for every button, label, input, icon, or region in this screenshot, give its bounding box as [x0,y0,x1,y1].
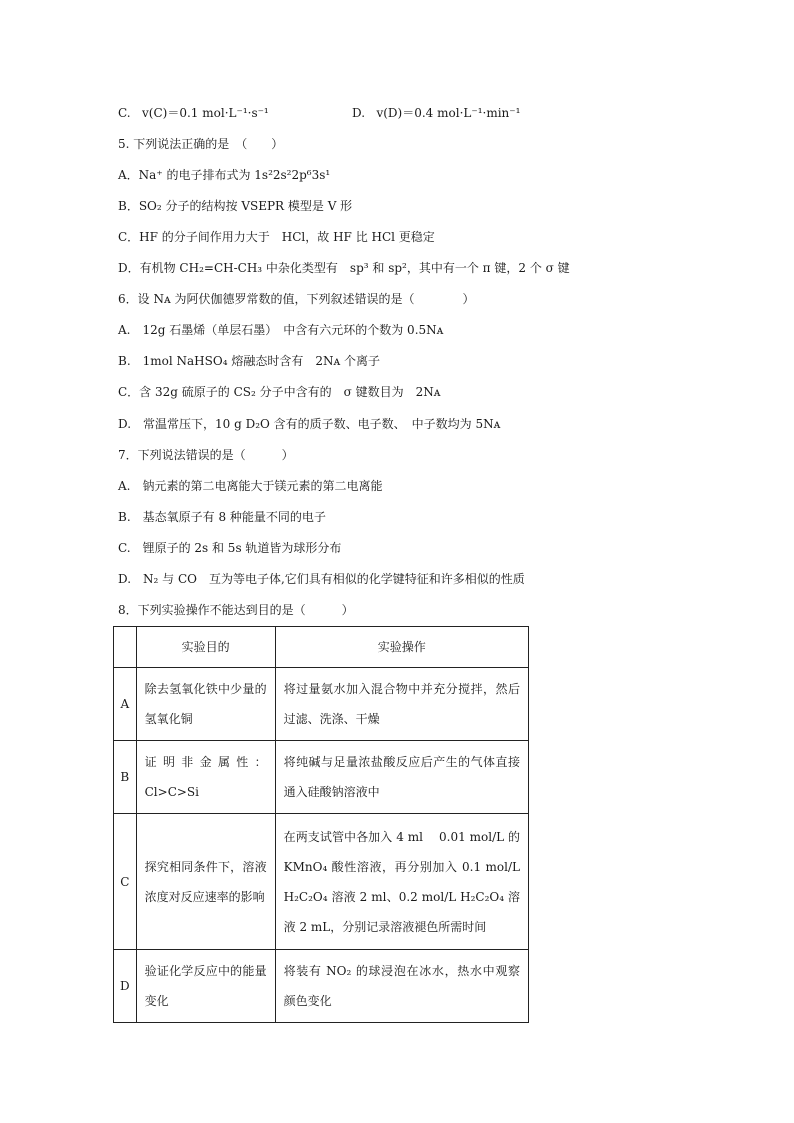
q5-option-a: A．Na⁺ 的电子排布式为 1s²2s²2p⁶3s¹ [118,168,331,182]
q5-option-b: B．SO₂ 分子的结构按 VSEPR 模型是 V 形 [118,199,353,213]
q6-option-c: C．含 32g 硫原子的 CS₂ 分子中含有的 σ 键数目为 2Nᴀ [118,385,441,399]
q5-stem: 5. 下列说法正确的是 （ ） [118,137,284,151]
row-label: D [114,950,137,1023]
q6-stem: 6．设 Nᴀ 为阿伏伽德罗常数的值，下列叙述错误的是（ ） [118,292,475,306]
q4-option-d-text: v(D)＝0.4 mol·L⁻¹·min⁻¹ [376,106,521,120]
row-operation: 在两支试管中各加入 4 ml 0.01 mol/L 的 KMnO₄ 酸性溶液，再分别加入 0.1 mol/L H₂C₂O₄ 溶液 2 ml、0.2 mol/L H₂C₂O₄ 溶液 2 mL，分别记录溶液褪色所需时间 [275,814,528,950]
q6-option-d: D. 常温常压下，10 g D₂O 含有的质子数、电子数、 中子数均为 5Nᴀ [118,417,501,431]
table-header-row [114,627,529,668]
q7-option-c: C. 锂原子的 2s 和 5s 轨道皆为球形分布 [118,541,342,555]
q8-stem: 8．下列实验操作不能达到目的是（ ） [118,603,354,617]
row-purpose: 除去氢氧化铁中少量的氢氧化铜 [136,668,275,741]
row-operation: 将过量氨水加入混合物中并充分搅拌，然后过滤、洗涤、干燥 [275,668,528,741]
q4-option-c-label: C. [118,106,131,120]
q7-option-d: D. N₂ 与 CO 互为等电子体,它们具有相似的化学键特征和许多相似的性质 [118,572,525,586]
table-row [114,950,529,1023]
q4-option-c [118,104,269,121]
q4-option-d-label: D. [352,106,366,120]
row-label: C [114,814,137,950]
q6-option-a: A. 12g 石墨烯（单层石墨） 中含有六元环的个数为 0.5Nᴀ [118,323,444,337]
row-purpose: 证 明 非 金 属 性 ：Cl>C>Si [136,741,275,814]
q4-option-c-text: v(C)＝0.1 mol·L⁻¹·s⁻¹ [142,106,269,120]
q6-option-b: B. 1mol NaHSO₄ 熔融态时含有 2Nᴀ 个离子 [118,354,381,368]
table-header-purpose: 实验目的 [136,627,275,668]
row-label: A [114,668,137,741]
q7-stem: 7．下列说法错误的是（ ） [118,448,294,462]
q5-option-c: C．HF 的分子间作用力大于 HCl，故 HF 比 HCl 更稳定 [118,230,435,244]
row-purpose: 验证化学反应中的能量变化 [136,950,275,1023]
row-operation: 将纯碱与足量浓盐酸反应后产生的气体直接通入硅酸钠溶液中 [275,741,528,814]
q7-option-a: A. 钠元素的第二电离能大于镁元素的第二电离能 [118,479,383,493]
table-row [114,741,529,814]
q4-option-d [352,104,520,121]
q5-option-d: D．有机物 CH₂=CH-CH₃ 中杂化类型有 sp³ 和 sp²，其中有一个 π 键，2 个 σ 键 [118,261,570,275]
row-purpose: 探究相同条件下，溶液浓度对反应速率的影响 [136,814,275,950]
q7-option-b: B. 基态氧原子有 8 种能量不同的电子 [118,510,326,524]
table-header-operation: 实验操作 [275,627,528,668]
table-row [114,814,529,950]
row-label: B [114,741,137,814]
row-operation: 将装有 NO₂ 的球浸泡在冰水，热水中观察颜色变化 [275,950,528,1023]
experiment-table [113,626,529,1023]
table-row [114,668,529,741]
table-header-blank [114,627,137,668]
